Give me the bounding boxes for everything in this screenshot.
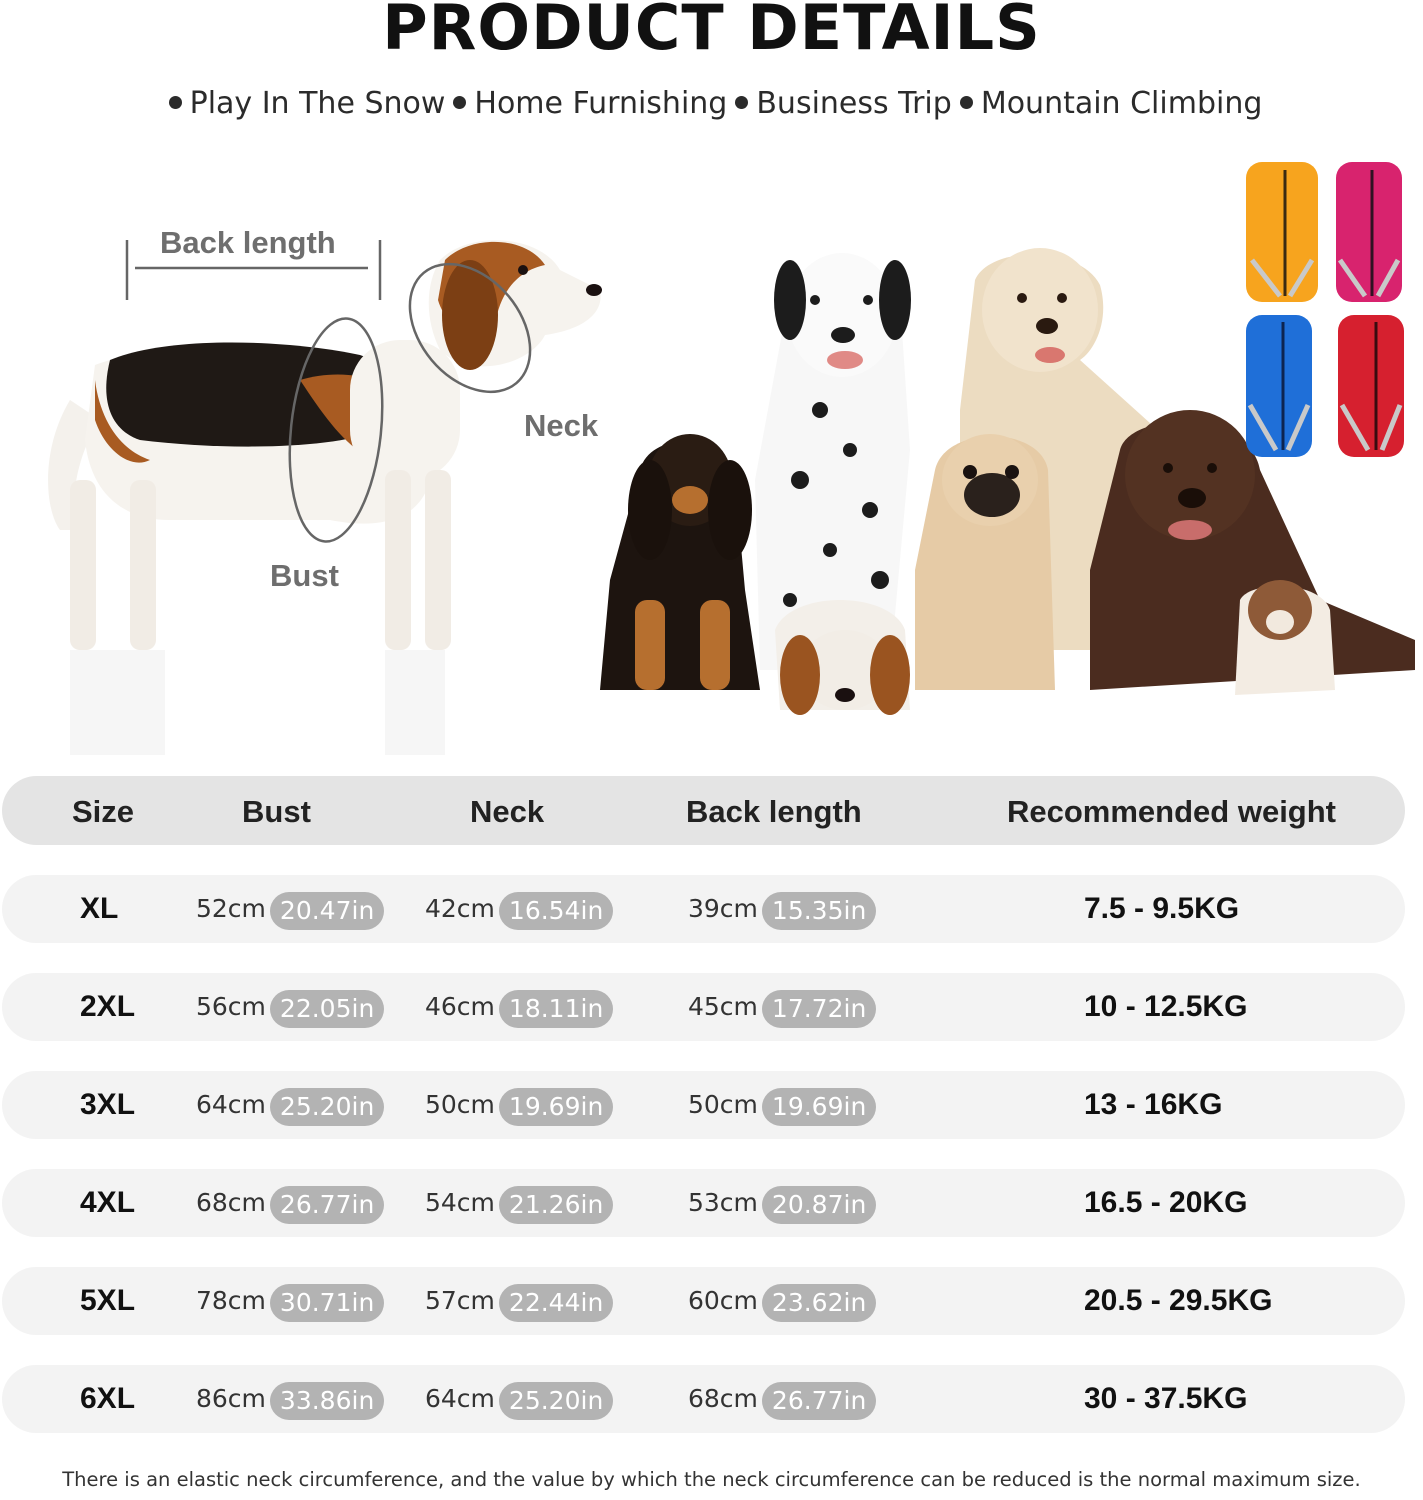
bust-cm: 56cm bbox=[196, 992, 266, 1021]
bust-in: 33.86in bbox=[270, 1382, 384, 1420]
back-cm: 68cm bbox=[688, 1384, 758, 1413]
page-title: PRODUCT DETAILS bbox=[382, 0, 1041, 64]
usage-scenarios bbox=[0, 82, 1423, 126]
back-cm: 60cm bbox=[688, 1286, 758, 1315]
size-cell: 5XL bbox=[80, 1284, 136, 1317]
header-recommended-weight: Recommended weight bbox=[1007, 794, 1336, 829]
back-length-cell bbox=[688, 1267, 876, 1335]
red-coat-swatch bbox=[1338, 315, 1404, 457]
weight-cell: 10 - 12.5KG bbox=[1084, 990, 1248, 1023]
weight-cell: 13 - 16KG bbox=[1084, 1088, 1223, 1121]
neck-in: 22.44in bbox=[499, 1284, 613, 1322]
back-length-cell bbox=[688, 1071, 876, 1139]
size-cell: 2XL bbox=[80, 990, 136, 1023]
coat-color-swatches bbox=[1246, 162, 1404, 457]
neck-in: 19.69in bbox=[499, 1088, 613, 1126]
back-cm: 39cm bbox=[688, 894, 758, 923]
table-row bbox=[2, 1267, 1405, 1335]
size-cell: 6XL bbox=[80, 1382, 136, 1415]
bust-cell bbox=[196, 1267, 384, 1335]
bust-cm: 68cm bbox=[196, 1188, 266, 1217]
bust-in: 25.20in bbox=[270, 1088, 384, 1126]
back-in: 23.62in bbox=[762, 1284, 876, 1322]
blue-coat-swatch bbox=[1246, 315, 1312, 457]
neck-cell bbox=[425, 875, 613, 943]
bust-cell bbox=[196, 1365, 384, 1433]
neck-cell bbox=[425, 1071, 613, 1139]
table-row bbox=[2, 1071, 1405, 1139]
size-table-header bbox=[2, 776, 1405, 845]
header-size: Size bbox=[72, 794, 135, 829]
size-cell: XL bbox=[80, 892, 119, 925]
orange-coat-swatch bbox=[1246, 162, 1318, 302]
usage-item: Home Furnishing bbox=[474, 86, 728, 121]
bust-cell bbox=[196, 1071, 384, 1139]
neck-cm: 50cm bbox=[425, 1090, 495, 1119]
back-length-label: Back length bbox=[160, 225, 336, 260]
bust-label: Bust bbox=[270, 558, 339, 593]
bust-in: 30.71in bbox=[270, 1284, 384, 1322]
back-length-cell bbox=[688, 875, 876, 943]
neck-cm: 57cm bbox=[425, 1286, 495, 1315]
neck-in: 16.54in bbox=[499, 892, 613, 930]
neck-cell bbox=[425, 973, 613, 1041]
hero-illustration bbox=[0, 150, 1423, 760]
back-length-cell bbox=[688, 1169, 876, 1237]
bullet-icon bbox=[960, 96, 973, 109]
weight-cell: 30 - 37.5KG bbox=[1084, 1382, 1248, 1415]
neck-cm: 64cm bbox=[425, 1384, 495, 1413]
neck-label: Neck bbox=[524, 408, 599, 443]
bust-in: 22.05in bbox=[270, 990, 384, 1028]
size-cell: 4XL bbox=[80, 1186, 136, 1219]
back-in: 15.35in bbox=[762, 892, 876, 930]
bullet-icon bbox=[169, 96, 182, 109]
header-bust: Bust bbox=[242, 794, 311, 829]
usage-item: Mountain Climbing bbox=[980, 86, 1263, 121]
back-cm: 45cm bbox=[688, 992, 758, 1021]
weight-cell: 7.5 - 9.5KG bbox=[1084, 892, 1240, 925]
neck-in: 18.11in bbox=[499, 990, 613, 1028]
usage-item: Play In The Snow bbox=[189, 86, 446, 121]
back-length-cell bbox=[688, 973, 876, 1041]
bullet-icon bbox=[735, 96, 748, 109]
bust-cell bbox=[196, 1169, 384, 1237]
beagle-reflection bbox=[70, 650, 445, 755]
size-cell: 3XL bbox=[80, 1088, 136, 1121]
footnote: There is an elastic neck circumference, and the value by which the neck circumference can be reduced is the normal maximum size. bbox=[62, 1468, 1361, 1491]
bust-cm: 64cm bbox=[196, 1090, 266, 1119]
bust-in: 20.47in bbox=[270, 892, 384, 930]
bust-cell bbox=[196, 875, 384, 943]
bust-cm: 52cm bbox=[196, 894, 266, 923]
pink-coat-swatch bbox=[1336, 162, 1402, 302]
usage-item: Business Trip bbox=[756, 86, 952, 121]
header-back-length: Back length bbox=[686, 794, 862, 829]
bullet-icon bbox=[453, 96, 466, 109]
back-in: 20.87in bbox=[762, 1186, 876, 1224]
back-in: 17.72in bbox=[762, 990, 876, 1028]
table-row bbox=[2, 1169, 1405, 1237]
back-length-cell bbox=[688, 1365, 876, 1433]
neck-in: 25.20in bbox=[499, 1382, 613, 1420]
back-in: 26.77in bbox=[762, 1382, 876, 1420]
bust-in: 26.77in bbox=[270, 1186, 384, 1224]
neck-cell bbox=[425, 1267, 613, 1335]
back-cm: 50cm bbox=[688, 1090, 758, 1119]
neck-in: 21.26in bbox=[499, 1186, 613, 1224]
neck-cell bbox=[425, 1169, 613, 1237]
neck-cm: 54cm bbox=[425, 1188, 495, 1217]
neck-cell bbox=[425, 1365, 613, 1433]
neck-cm: 46cm bbox=[425, 992, 495, 1021]
back-cm: 53cm bbox=[688, 1188, 758, 1217]
header-neck: Neck bbox=[470, 794, 545, 829]
table-row bbox=[2, 875, 1405, 943]
neck-cm: 42cm bbox=[425, 894, 495, 923]
table-row bbox=[2, 1365, 1405, 1433]
weight-cell: 16.5 - 20KG bbox=[1084, 1186, 1248, 1219]
table-row bbox=[2, 973, 1405, 1041]
bust-cell bbox=[196, 973, 384, 1041]
back-in: 19.69in bbox=[762, 1088, 876, 1126]
bust-cm: 78cm bbox=[196, 1286, 266, 1315]
weight-cell: 20.5 - 29.5KG bbox=[1084, 1284, 1273, 1317]
bust-cm: 86cm bbox=[196, 1384, 266, 1413]
